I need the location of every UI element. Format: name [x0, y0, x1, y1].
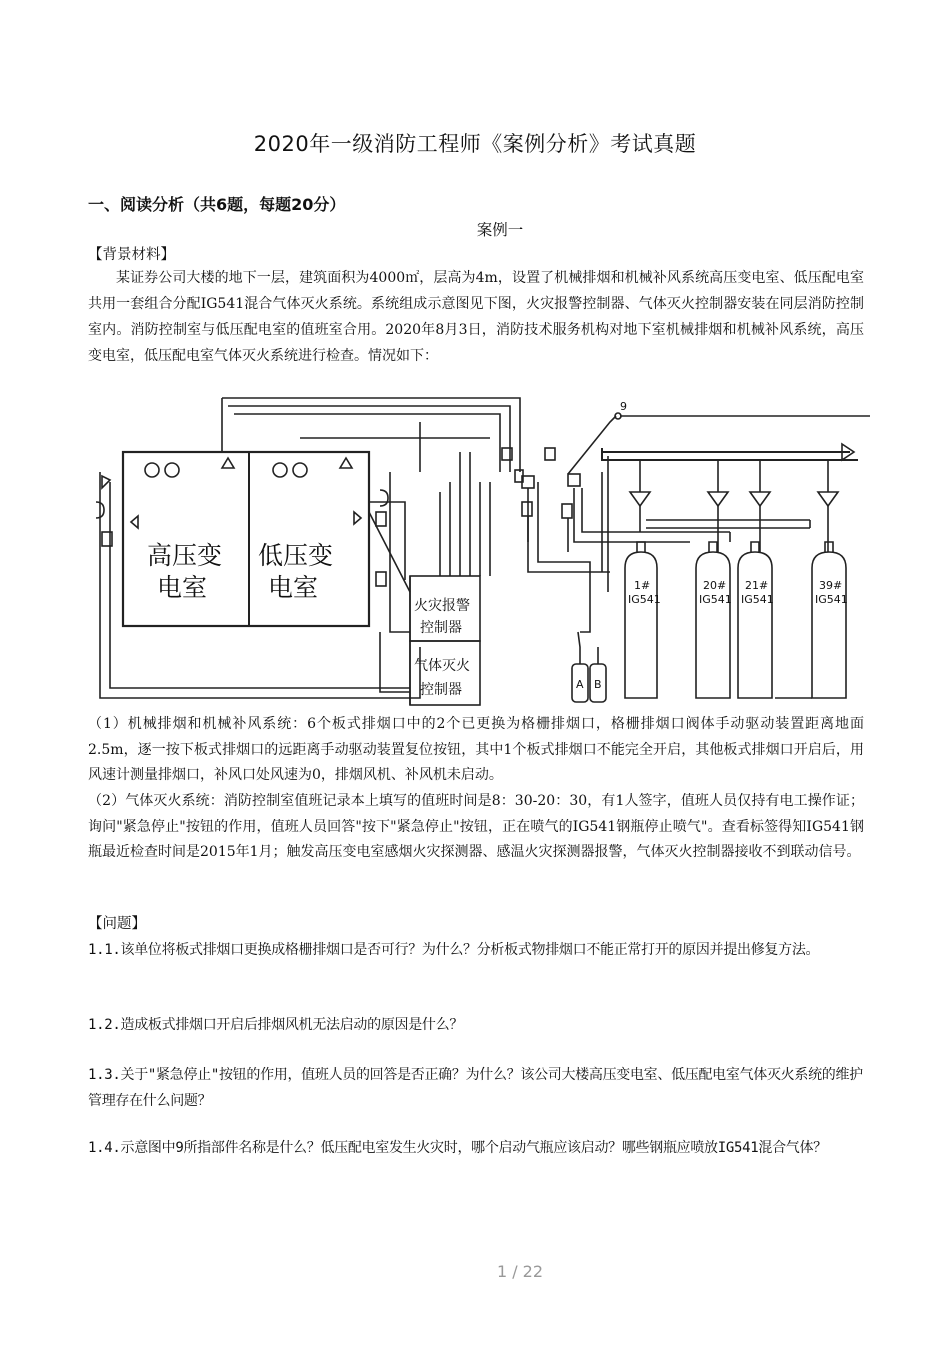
- page-indicator: 1 / 22: [496, 1262, 544, 1281]
- page-title: 2020年一级消防工程师《案例分析》考试真题: [253, 132, 697, 156]
- room-high-line2: 电室: [157, 573, 208, 602]
- fire-alarm-controller-line1: 火灾报警: [414, 598, 470, 614]
- background-heading: 【背景材料】: [88, 247, 175, 263]
- cylinder-1-num: 1#: [634, 579, 651, 592]
- case-title: 案例一: [476, 221, 524, 239]
- question-1-4: 1.4.示意图中9所指部件名称是什么？低压配电室发生火灾时，哪个启动气瓶应该启动？哪些钢瓶应喷放IG541混合气体？: [88, 1140, 827, 1156]
- start-bottle-a: A: [576, 678, 584, 691]
- question-1-1: 1.1.该单位将板式排烟口更换成格栅排烟口是否可行？为什么？分析板式物排烟口不能正常打开的原因并提出修复方法。: [88, 942, 820, 958]
- cylinder-21-agent: IG541: [741, 593, 774, 606]
- question-1-3: 1.3.关于"紧急停止"按钮的作用，值班人员的回答是否正确？为什么？该公司大楼高压变电室、低压配电室气体灭火系统的维护管理存在什么问题？: [88, 1067, 863, 1109]
- finding-2: （2）气体灭火系统：消防控制室值班记录本上填写的值班时间是8：30-20：30，有1人签字，值班人员仅持有电工操作证；询问"紧急停止"按钮的作用，值班人员回答"按下"紧急停止"按钮，正在喷气的IG541钢瓶停止喷气"。查看标签得知IG541钢瓶最近检查时间是2015年1月；触发高压变电室感烟火灾探测器、感温火灾探测器报警，气体灭火控制器接收不到联动信号。: [88, 793, 864, 860]
- section-heading: 一、阅读分析（共6题，每题20分）: [88, 195, 346, 214]
- cylinder-39-num: 39#: [819, 579, 843, 592]
- questions-heading: 【问题】: [88, 916, 146, 932]
- gas-controller-line1: 气体灭火: [414, 658, 470, 674]
- finding-1: （1）机械排烟和机械补风系统：6个板式排烟口中的2个已更换为格栅排烟口，格栅排烟口阀体手动驱动装置距离地面2.5m，逐一按下板式排烟口的远距离手动驱动装置复位按钮，其中1个板式排烟口不能完全开启，其他板式排烟口开启后，用风速计测量排烟口，补风口处风速为0，排烟风机、补风机未启动。: [88, 716, 864, 783]
- cylinder-21-num: 21#: [745, 579, 769, 592]
- fire-alarm-controller-line2: 控制器: [420, 620, 462, 636]
- room-low-line1: 低压变: [258, 541, 334, 570]
- gas-controller-line2: 控制器: [420, 682, 462, 698]
- start-bottle-b: B: [594, 678, 602, 691]
- system-diagram: [90, 392, 870, 710]
- label-9: 9: [620, 400, 627, 413]
- cylinder-20-num: 20#: [703, 579, 727, 592]
- question-1-2: 1.2.造成板式排烟口开启后排烟风机无法启动的原因是什么？: [88, 1017, 464, 1033]
- room-low-line2: 电室: [268, 573, 319, 602]
- cylinder-20-agent: IG541: [699, 593, 732, 606]
- cylinder-1-agent: IG541: [628, 593, 661, 606]
- cylinder-39-agent: IG541: [815, 593, 848, 606]
- background-paragraph: 某证券公司大楼的地下一层，建筑面积为4000㎡，层高为4m，设置了机械排烟和机械补风系统高压变电室、低压配电室共用一套组合分配IG541混合气体灭火系统。系统组成示意图见下图，火灾报警控制器、气体灭火控制器安装在同层消防控制室内。消防控制室与低压配电室的值班室合用。2020年8月3日，消防技术服务机构对地下室机械排烟和机械补风系统，高压变电室，低压配电室气体灭火系统进行检查。情况如下：: [88, 270, 864, 364]
- room-high-line1: 高压变: [147, 541, 223, 570]
